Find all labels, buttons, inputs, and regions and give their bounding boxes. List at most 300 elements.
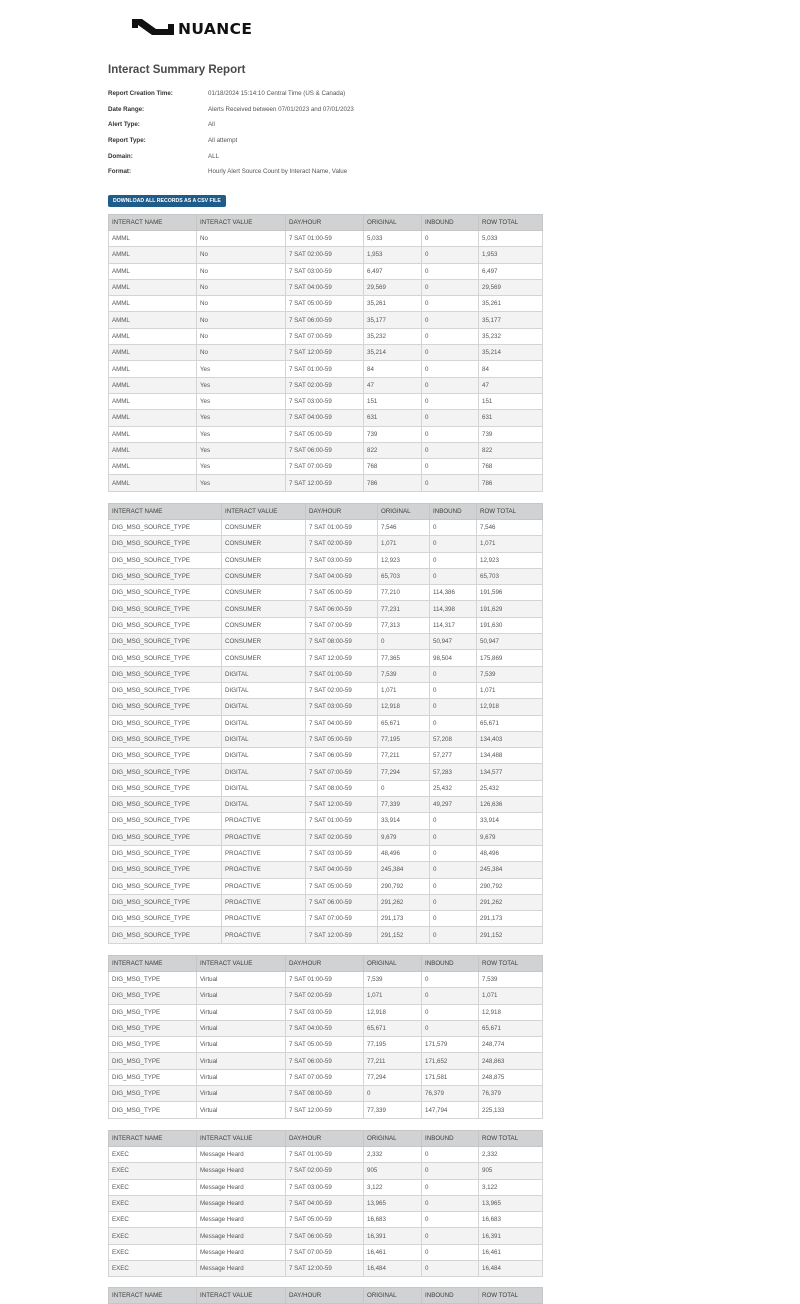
table-cell: 7,539 <box>479 972 543 988</box>
table-cell: 98,504 <box>430 650 477 666</box>
table-cell: EXEC <box>109 1212 197 1228</box>
column-header: INTERACT NAME <box>109 1131 197 1147</box>
header-row <box>109 215 543 231</box>
table-cell: 245,384 <box>477 862 543 878</box>
table-cell: 7 SAT 04:00-59 <box>286 1195 364 1211</box>
column-header: DAY/HOUR <box>286 1288 364 1304</box>
column-header: ORIGINAL <box>364 1131 422 1147</box>
table-cell: Message Heard <box>197 1261 286 1277</box>
table-cell: AMML <box>109 426 197 442</box>
table-cell: Yes <box>197 475 286 491</box>
table-cell: Virtual <box>197 1086 286 1102</box>
table-cell: Virtual <box>197 1053 286 1069</box>
table-cell: AMML <box>109 377 197 393</box>
table-cell: DIG_MSG_TYPE <box>109 1037 197 1053</box>
meta-value: All <box>208 121 215 129</box>
table-row <box>109 813 543 829</box>
table-cell: 0 <box>364 1086 422 1102</box>
table-cell: 0 <box>430 878 477 894</box>
table-cell: 134,403 <box>477 731 543 747</box>
table-cell: 7 SAT 02:00-59 <box>306 829 378 845</box>
table-cell: 7 SAT 07:00-59 <box>306 617 378 633</box>
table-cell: 0 <box>422 1163 479 1179</box>
table-cell: Yes <box>197 361 286 377</box>
column-header: INBOUND <box>422 215 479 231</box>
table-cell: 114,386 <box>430 585 477 601</box>
table-cell: AMML <box>109 231 197 247</box>
table-cell: 905 <box>364 1163 422 1179</box>
table-cell: 0 <box>422 247 479 263</box>
table-row <box>109 650 543 666</box>
table-row <box>109 1053 543 1069</box>
table-cell: 151 <box>479 393 543 409</box>
table-row <box>109 442 543 458</box>
table-body <box>109 1147 543 1277</box>
table-cell: CONSUMER <box>222 552 306 568</box>
table-cell: 7 SAT 05:00-59 <box>286 426 364 442</box>
table-cell: 0 <box>422 1261 479 1277</box>
table-cell: 35,214 <box>479 345 543 361</box>
table-cell: 7 SAT 12:00-59 <box>286 345 364 361</box>
table-cell: DIG_MSG_SOURCE_TYPE <box>109 634 222 650</box>
table-cell: DIG_MSG_TYPE <box>109 972 197 988</box>
table-cell: 7 SAT 04:00-59 <box>286 410 364 426</box>
table-row <box>109 1212 543 1228</box>
table-row <box>109 520 543 536</box>
table-cell: 50,947 <box>477 634 543 650</box>
column-header: DAY/HOUR <box>286 956 364 972</box>
table-cell: EXEC <box>109 1147 197 1163</box>
table-cell: 786 <box>364 475 422 491</box>
table-cell: Message Heard <box>197 1147 286 1163</box>
table-row <box>109 312 543 328</box>
table-cell: 65,671 <box>477 715 543 731</box>
table-cell: 739 <box>479 426 543 442</box>
table-cell: EXEC <box>109 1228 197 1244</box>
table-cell: AMML <box>109 345 197 361</box>
table-row <box>109 1086 543 1102</box>
table-body <box>109 231 543 492</box>
report-table-amml <box>108 214 543 492</box>
table-cell: 7 SAT 01:00-59 <box>286 361 364 377</box>
table-cell: 77,339 <box>378 797 430 813</box>
table-cell: 114,317 <box>430 617 477 633</box>
table-cell: 7 SAT 06:00-59 <box>286 1053 364 1069</box>
table-cell: CONSUMER <box>222 568 306 584</box>
table-cell: AMML <box>109 459 197 475</box>
table-cell: 7 SAT 07:00-59 <box>286 1244 364 1260</box>
table-header <box>109 1131 543 1147</box>
table-cell: 768 <box>479 459 543 475</box>
table-row <box>109 972 543 988</box>
table-cell: 7 SAT 05:00-59 <box>286 1037 364 1053</box>
table-cell: 16,683 <box>479 1212 543 1228</box>
table-cell: Virtual <box>197 1020 286 1036</box>
table-cell: 0 <box>430 715 477 731</box>
column-header: INBOUND <box>422 956 479 972</box>
column-header: ORIGINAL <box>364 215 422 231</box>
table-cell: 245,384 <box>378 862 430 878</box>
table-cell: 7 SAT 04:00-59 <box>306 715 378 731</box>
table-cell: DIG_MSG_SOURCE_TYPE <box>109 536 222 552</box>
download-csv-button[interactable]: DOWNLOAD ALL RECORDS AS A CSV FILE <box>108 195 226 207</box>
table-cell: 33,914 <box>477 813 543 829</box>
table-cell: 65,671 <box>364 1020 422 1036</box>
table-cell: 2,332 <box>479 1147 543 1163</box>
table-cell: 0 <box>422 475 479 491</box>
table-cell: 7,539 <box>364 972 422 988</box>
table-cell: DIG_MSG_SOURCE_TYPE <box>109 731 222 747</box>
table-cell: DIG_MSG_TYPE <box>109 1004 197 1020</box>
table-row <box>109 1163 543 1179</box>
table-cell: 0 <box>422 312 479 328</box>
table-cell: 0 <box>422 328 479 344</box>
table-cell: AMML <box>109 279 197 295</box>
report-title: Interact Summary Report <box>108 64 246 76</box>
table-cell: DIG_MSG_TYPE <box>109 1069 197 1085</box>
table-cell: 291,262 <box>477 894 543 910</box>
table-cell: 7 SAT 08:00-59 <box>306 780 378 796</box>
table-cell: Message Heard <box>197 1228 286 1244</box>
column-header: ROW TOTAL <box>479 1131 543 1147</box>
table-cell: 7 SAT 03:00-59 <box>286 263 364 279</box>
table-cell: 7 SAT 06:00-59 <box>306 894 378 910</box>
meta-label: Report Type: <box>108 137 146 145</box>
table-cell: 175,869 <box>477 650 543 666</box>
table-row <box>109 475 543 491</box>
meta-row-date-range <box>108 102 354 118</box>
report-table-dig-msg-source-type <box>108 503 543 944</box>
nuance-logo-mark <box>130 16 176 38</box>
table-cell: PROACTIVE <box>222 845 306 861</box>
column-header: ROW TOTAL <box>479 1288 543 1304</box>
table-cell: 16,391 <box>479 1228 543 1244</box>
table-cell: PROACTIVE <box>222 927 306 943</box>
table-cell: 171,581 <box>422 1069 479 1085</box>
table-cell: 114,398 <box>430 601 477 617</box>
table-cell: 7 SAT 12:00-59 <box>286 475 364 491</box>
table-cell: EXEC <box>109 1163 197 1179</box>
meta-row-creation-time <box>108 86 354 102</box>
table-cell: 134,488 <box>477 748 543 764</box>
table-row <box>109 568 543 584</box>
table-cell: AMML <box>109 475 197 491</box>
table-cell: 13,965 <box>364 1195 422 1211</box>
table-cell: 3,122 <box>364 1179 422 1195</box>
header-row <box>109 1131 543 1147</box>
table-row <box>109 1004 543 1020</box>
table-row <box>109 894 543 910</box>
table-cell: DIG_MSG_SOURCE_TYPE <box>109 927 222 943</box>
table-cell: 191,629 <box>477 601 543 617</box>
table-cell: 7 SAT 06:00-59 <box>286 442 364 458</box>
table-cell: DIG_MSG_TYPE <box>109 1086 197 1102</box>
report-table-exec <box>108 1130 543 1277</box>
table-cell: 48,496 <box>378 845 430 861</box>
table-cell: 7 SAT 07:00-59 <box>306 911 378 927</box>
table-cell: AMML <box>109 393 197 409</box>
table-cell: Virtual <box>197 1069 286 1085</box>
meta-value: Alerts Received between 07/01/2023 and 07/01/2023 <box>208 105 354 113</box>
table-cell: 7 SAT 07:00-59 <box>306 764 378 780</box>
meta-row-report-type <box>108 133 354 149</box>
column-header: ORIGINAL <box>364 1288 422 1304</box>
table-cell: 57,208 <box>430 731 477 747</box>
table-cell: No <box>197 345 286 361</box>
table-cell: 1,071 <box>477 536 543 552</box>
table-cell: 0 <box>422 410 479 426</box>
meta-value: Hourly Alert Source Count by Interact Name, Value <box>208 168 348 176</box>
table-cell: 7 SAT 04:00-59 <box>306 568 378 584</box>
table-cell: No <box>197 263 286 279</box>
table-cell: 16,484 <box>364 1261 422 1277</box>
column-header: DAY/HOUR <box>286 215 364 231</box>
table-cell: 7 SAT 03:00-59 <box>306 845 378 861</box>
table-cell: CONSUMER <box>222 520 306 536</box>
table-cell: 134,577 <box>477 764 543 780</box>
table-cell: 171,652 <box>422 1053 479 1069</box>
table-cell: 7 SAT 12:00-59 <box>286 1102 364 1118</box>
table-cell: 7 SAT 03:00-59 <box>286 1179 364 1195</box>
meta-label: Domain: <box>108 152 133 160</box>
table-cell: 5,033 <box>479 231 543 247</box>
column-header: INTERACT NAME <box>109 215 197 231</box>
table-cell: 0 <box>422 296 479 312</box>
table-cell: 7 SAT 01:00-59 <box>286 1147 364 1163</box>
table-cell: 3,122 <box>479 1179 543 1195</box>
table-cell: CONSUMER <box>222 601 306 617</box>
table-row <box>109 231 543 247</box>
table-cell: 7 SAT 02:00-59 <box>286 1163 364 1179</box>
table-cell: 77,195 <box>364 1037 422 1053</box>
table-row <box>109 361 543 377</box>
table-cell: PROACTIVE <box>222 813 306 829</box>
table-row <box>109 1020 543 1036</box>
table-cell: 0 <box>430 845 477 861</box>
table-cell: 291,152 <box>378 927 430 943</box>
table-cell: 35,214 <box>364 345 422 361</box>
table-row <box>109 328 543 344</box>
table-cell: DIG_MSG_SOURCE_TYPE <box>109 650 222 666</box>
table-cell: 739 <box>364 426 422 442</box>
table-row <box>109 617 543 633</box>
table-cell: 7 SAT 04:00-59 <box>306 862 378 878</box>
table-cell: 0 <box>430 552 477 568</box>
table-cell: 77,365 <box>378 650 430 666</box>
table-cell: EXEC <box>109 1195 197 1211</box>
table-row <box>109 845 543 861</box>
table-cell: 50,947 <box>430 634 477 650</box>
table-cell: 0 <box>422 1195 479 1211</box>
table-cell: 0 <box>378 780 430 796</box>
table-cell: 7 SAT 07:00-59 <box>286 459 364 475</box>
table-cell: 0 <box>422 1228 479 1244</box>
table-cell: 77,294 <box>378 764 430 780</box>
table-cell: PROACTIVE <box>222 911 306 927</box>
table-cell: 0 <box>430 682 477 698</box>
table-cell: 7 SAT 06:00-59 <box>306 601 378 617</box>
column-header: INTERACT VALUE <box>197 956 286 972</box>
table-cell: CONSUMER <box>222 634 306 650</box>
report-meta <box>108 86 354 180</box>
table-cell: 76,379 <box>479 1086 543 1102</box>
table-row <box>109 748 543 764</box>
table-cell: Virtual <box>197 988 286 1004</box>
meta-value: 01/18/2024 15:14:10 Central Time (US & Canada) <box>208 90 346 98</box>
table-cell: PROACTIVE <box>222 829 306 845</box>
table-cell: 0 <box>430 829 477 845</box>
table-cell: 65,703 <box>477 568 543 584</box>
table-cell: 7,546 <box>378 520 430 536</box>
table-cell: 77,211 <box>364 1053 422 1069</box>
header-row <box>109 1288 543 1304</box>
table-row <box>109 345 543 361</box>
table-cell: 7,539 <box>477 666 543 682</box>
header-row <box>109 956 543 972</box>
table-cell: Yes <box>197 410 286 426</box>
table-cell: DIG_MSG_SOURCE_TYPE <box>109 715 222 731</box>
table-cell: AMML <box>109 328 197 344</box>
table-row <box>109 585 543 601</box>
table-cell: AMML <box>109 410 197 426</box>
table-cell: 0 <box>422 1179 479 1195</box>
table-cell: 191,630 <box>477 617 543 633</box>
table-row <box>109 1244 543 1260</box>
table-cell: PROACTIVE <box>222 878 306 894</box>
table-cell: 290,792 <box>477 878 543 894</box>
table-cell: 7 SAT 02:00-59 <box>306 682 378 698</box>
table-body <box>109 972 543 1119</box>
table-cell: DIG_MSG_TYPE <box>109 1102 197 1118</box>
table-cell: 0 <box>422 263 479 279</box>
table-cell: DIG_MSG_SOURCE_TYPE <box>109 894 222 910</box>
table-cell: 7 SAT 12:00-59 <box>306 650 378 666</box>
table-cell: 65,671 <box>479 1020 543 1036</box>
table-row <box>109 247 543 263</box>
table-cell: 248,875 <box>479 1069 543 1085</box>
meta-value: All attempt <box>208 137 238 145</box>
table-row <box>109 1037 543 1053</box>
table-cell: DIGITAL <box>222 764 306 780</box>
table-cell: DIG_MSG_SOURCE_TYPE <box>109 748 222 764</box>
table-cell: 65,703 <box>378 568 430 584</box>
table-cell: 1,953 <box>364 247 422 263</box>
table-cell: 0 <box>422 1020 479 1036</box>
table-cell: AMML <box>109 442 197 458</box>
table-row <box>109 862 543 878</box>
table-cell: 76,379 <box>422 1086 479 1102</box>
table-cell: 9,679 <box>378 829 430 845</box>
table-cell: DIG_MSG_SOURCE_TYPE <box>109 845 222 861</box>
table-cell: DIGITAL <box>222 797 306 813</box>
meta-label: Report Creation Time: <box>108 90 173 98</box>
table-cell: DIGITAL <box>222 699 306 715</box>
table-cell: 7 SAT 05:00-59 <box>306 585 378 601</box>
table-cell: 12,918 <box>479 1004 543 1020</box>
table-cell: 13,965 <box>479 1195 543 1211</box>
table-cell: 7 SAT 01:00-59 <box>306 520 378 536</box>
table-cell: Yes <box>197 459 286 475</box>
table-cell: DIGITAL <box>222 731 306 747</box>
column-header: INTERACT VALUE <box>222 504 306 520</box>
table-cell: 0 <box>422 377 479 393</box>
table-cell: 1,071 <box>378 536 430 552</box>
table-cell: 5,033 <box>364 231 422 247</box>
brand-name: NUANCE <box>178 20 253 38</box>
table-cell: 7 SAT 04:00-59 <box>286 1020 364 1036</box>
table-cell: DIG_MSG_TYPE <box>109 1053 197 1069</box>
table-cell: 16,683 <box>364 1212 422 1228</box>
table-cell: 0 <box>422 1004 479 1020</box>
table-row <box>109 263 543 279</box>
meta-label: Date Range: <box>108 105 145 113</box>
table-cell: DIG_MSG_SOURCE_TYPE <box>109 568 222 584</box>
table-cell: 16,484 <box>479 1261 543 1277</box>
table-cell: 6,497 <box>479 263 543 279</box>
table-cell: 7 SAT 02:00-59 <box>286 247 364 263</box>
table-cell: 822 <box>479 442 543 458</box>
table-cell: No <box>197 231 286 247</box>
table-cell: 12,923 <box>477 552 543 568</box>
table-cell: AMML <box>109 296 197 312</box>
table-cell: DIG_MSG_SOURCE_TYPE <box>109 552 222 568</box>
table-cell: 171,579 <box>422 1037 479 1053</box>
table-cell: 47 <box>479 377 543 393</box>
table-cell: DIG_MSG_SOURCE_TYPE <box>109 878 222 894</box>
table-header <box>109 504 543 520</box>
table-cell: 0 <box>430 862 477 878</box>
table-cell: 7 SAT 05:00-59 <box>286 1212 364 1228</box>
table-cell: Virtual <box>197 972 286 988</box>
table-row <box>109 426 543 442</box>
table-cell: DIG_MSG_SOURCE_TYPE <box>109 666 222 682</box>
table-cell: Virtual <box>197 1004 286 1020</box>
column-header: ROW TOTAL <box>479 215 543 231</box>
table-cell: PROACTIVE <box>222 894 306 910</box>
table-cell: 7 SAT 02:00-59 <box>306 536 378 552</box>
table-row <box>109 682 543 698</box>
table-row <box>109 634 543 650</box>
table-cell: 0 <box>422 442 479 458</box>
table-cell: 1,071 <box>479 988 543 1004</box>
table-cell: 768 <box>364 459 422 475</box>
table-cell: 7 SAT 07:00-59 <box>286 1069 364 1085</box>
table-cell: 29,569 <box>479 279 543 295</box>
table-cell: 631 <box>364 410 422 426</box>
column-header: INBOUND <box>422 1288 479 1304</box>
table-cell: DIG_MSG_SOURCE_TYPE <box>109 520 222 536</box>
table-row <box>109 829 543 845</box>
table-cell: 7 SAT 06:00-59 <box>286 312 364 328</box>
meta-value: ALL <box>208 152 220 160</box>
table-cell: EXEC <box>109 1179 197 1195</box>
table-row <box>109 764 543 780</box>
column-header: ROW TOTAL <box>477 504 543 520</box>
table-cell: 0 <box>430 536 477 552</box>
table-cell: 0 <box>430 813 477 829</box>
table-cell: Virtual <box>197 1102 286 1118</box>
table-cell: 7 SAT 12:00-59 <box>306 797 378 813</box>
table-row <box>109 988 543 1004</box>
table-cell: DIG_MSG_SOURCE_TYPE <box>109 764 222 780</box>
table-cell: 7 SAT 05:00-59 <box>306 731 378 747</box>
table-cell: 0 <box>430 894 477 910</box>
table-row <box>109 797 543 813</box>
table-header <box>109 215 543 231</box>
table-row <box>109 536 543 552</box>
column-header: INTERACT NAME <box>109 956 197 972</box>
table-cell: 35,261 <box>364 296 422 312</box>
